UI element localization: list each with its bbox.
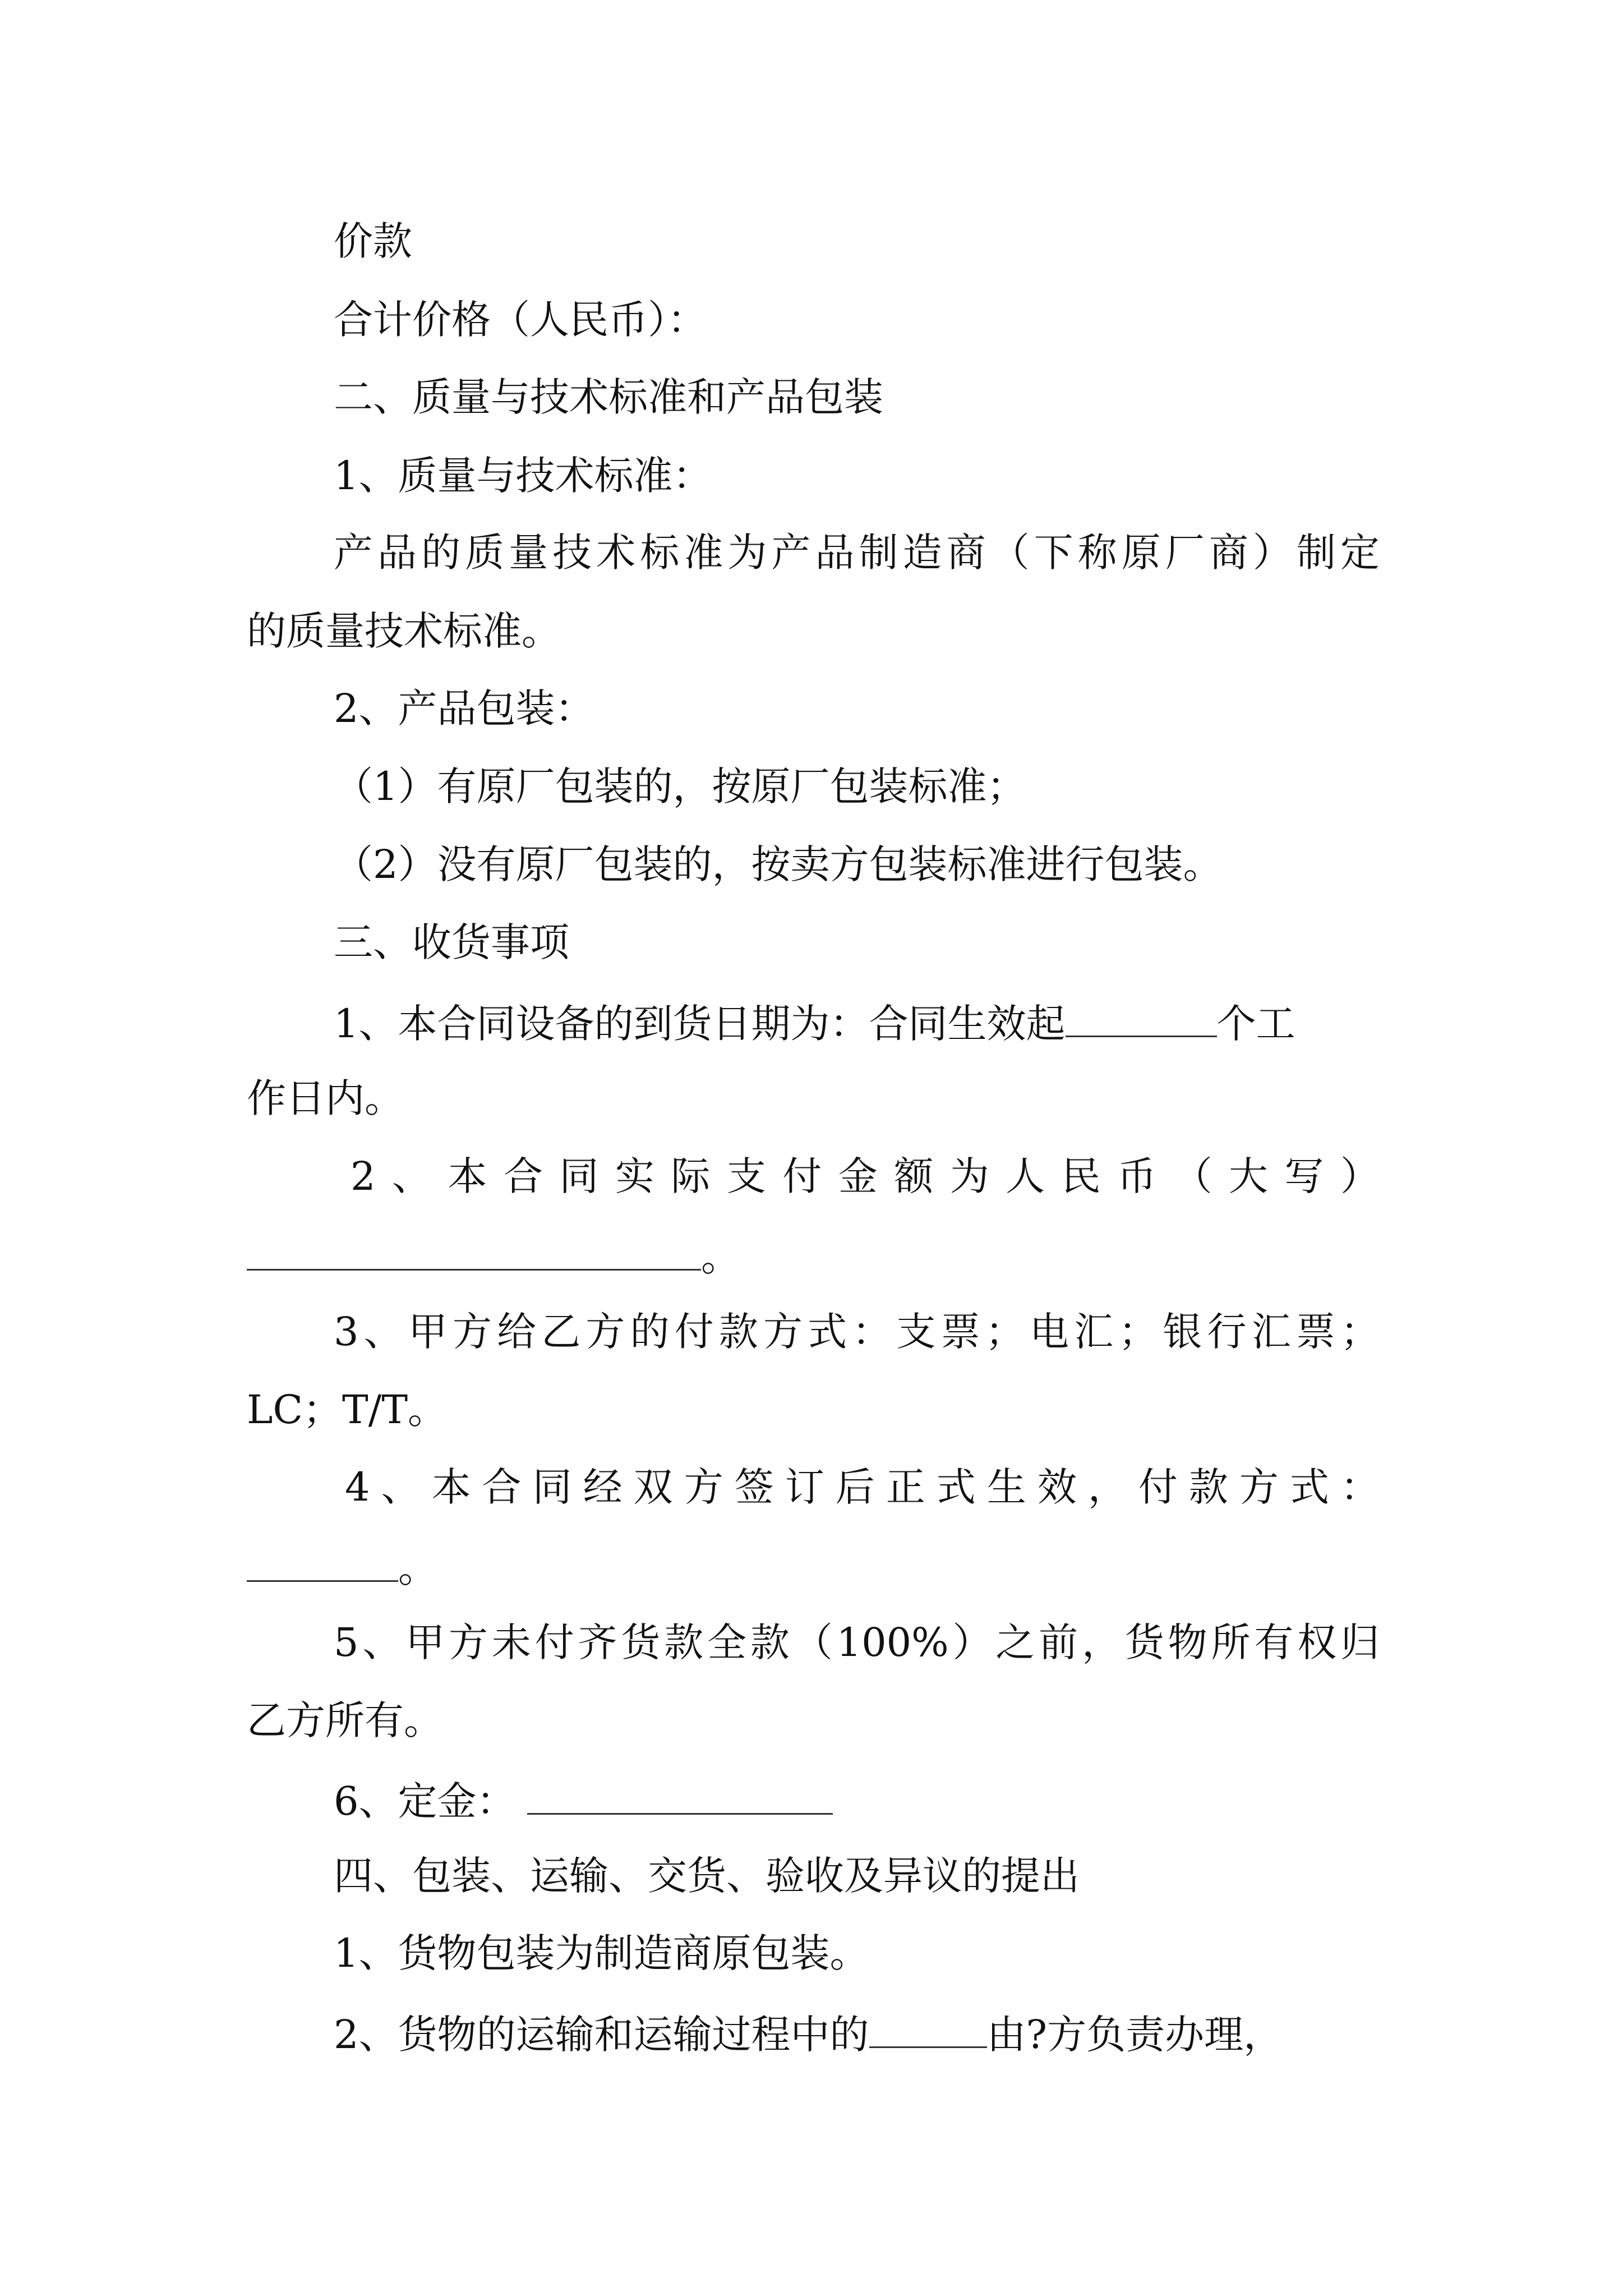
clause-3-3-line1: 3、甲方给乙方的付款方式：支票；电汇；银行汇票；: [334, 1309, 1380, 1355]
clause-3-6: 6、定金：: [334, 1778, 1467, 1821]
section-2-heading: 二、质量与技术标准和产品包装: [334, 374, 883, 420]
clause-2-2-heading: 2、产品包装：: [334, 685, 594, 731]
clause-2-1-heading: 1、质量与技术标准：: [334, 453, 712, 499]
clause-2-2-item-2: （2）没有原厂包装的，按卖方包装标准进行包装。: [334, 841, 1223, 887]
clause-2-1-text-line2: 的质量技术标准。: [247, 608, 561, 654]
deposit-blank[interactable]: [527, 1778, 833, 1815]
clause-3-5-line2: 乙方所有。: [247, 1697, 443, 1743]
clause-3-5-line1: 5、甲方未付齐货款全款（100%）之前，货物所有权归: [334, 1619, 1380, 1665]
clause-3-3-line2: LC；T/T。: [247, 1387, 448, 1433]
clause-4-2-line1: 2、货物的运输和运输过程中的 由?方负责办理，: [334, 2012, 1283, 2058]
delivery-days-blank[interactable]: [1066, 1001, 1217, 1037]
total-price-label: 合计价格（人民币）：: [334, 297, 707, 343]
clause-3-2-line2: 。: [247, 1234, 1380, 1277]
section-3-heading: 三、收货事项: [334, 919, 569, 965]
clause-3-4-line1: 4、本合同经双方签订后正式生效，付款方式：: [345, 1464, 1380, 1510]
clause-3-1-line2: 作日内。: [247, 1075, 404, 1121]
clause-3-4-line2: 。: [247, 1545, 1380, 1588]
clause-2-1-text-line1: 产品的质量技术标准为产品制造商（下称原厂商）制定: [334, 530, 1380, 576]
clause-4-1: 1、货物包装为制造商原包装。: [334, 1930, 869, 1976]
clause-3-2-line1: 2、本合同实际支付金额为人民币（大写）: [351, 1153, 1380, 1199]
payment-method-blank[interactable]: [247, 1545, 398, 1582]
clause-3-1-line1: 1、本合同设备的到货日期为：合同生效起 个工: [334, 1001, 1295, 1047]
clause-2-2-item-1: （1）有原厂包装的，按原厂包装标准；: [334, 763, 1026, 809]
transport-blank[interactable]: [869, 2012, 987, 2048]
section-4-heading: 四、包装、运输、交货、验收及异议的提出: [334, 1853, 1080, 1899]
amount-in-words-blank[interactable]: [247, 1234, 701, 1271]
heading-price: 价款: [334, 218, 412, 264]
